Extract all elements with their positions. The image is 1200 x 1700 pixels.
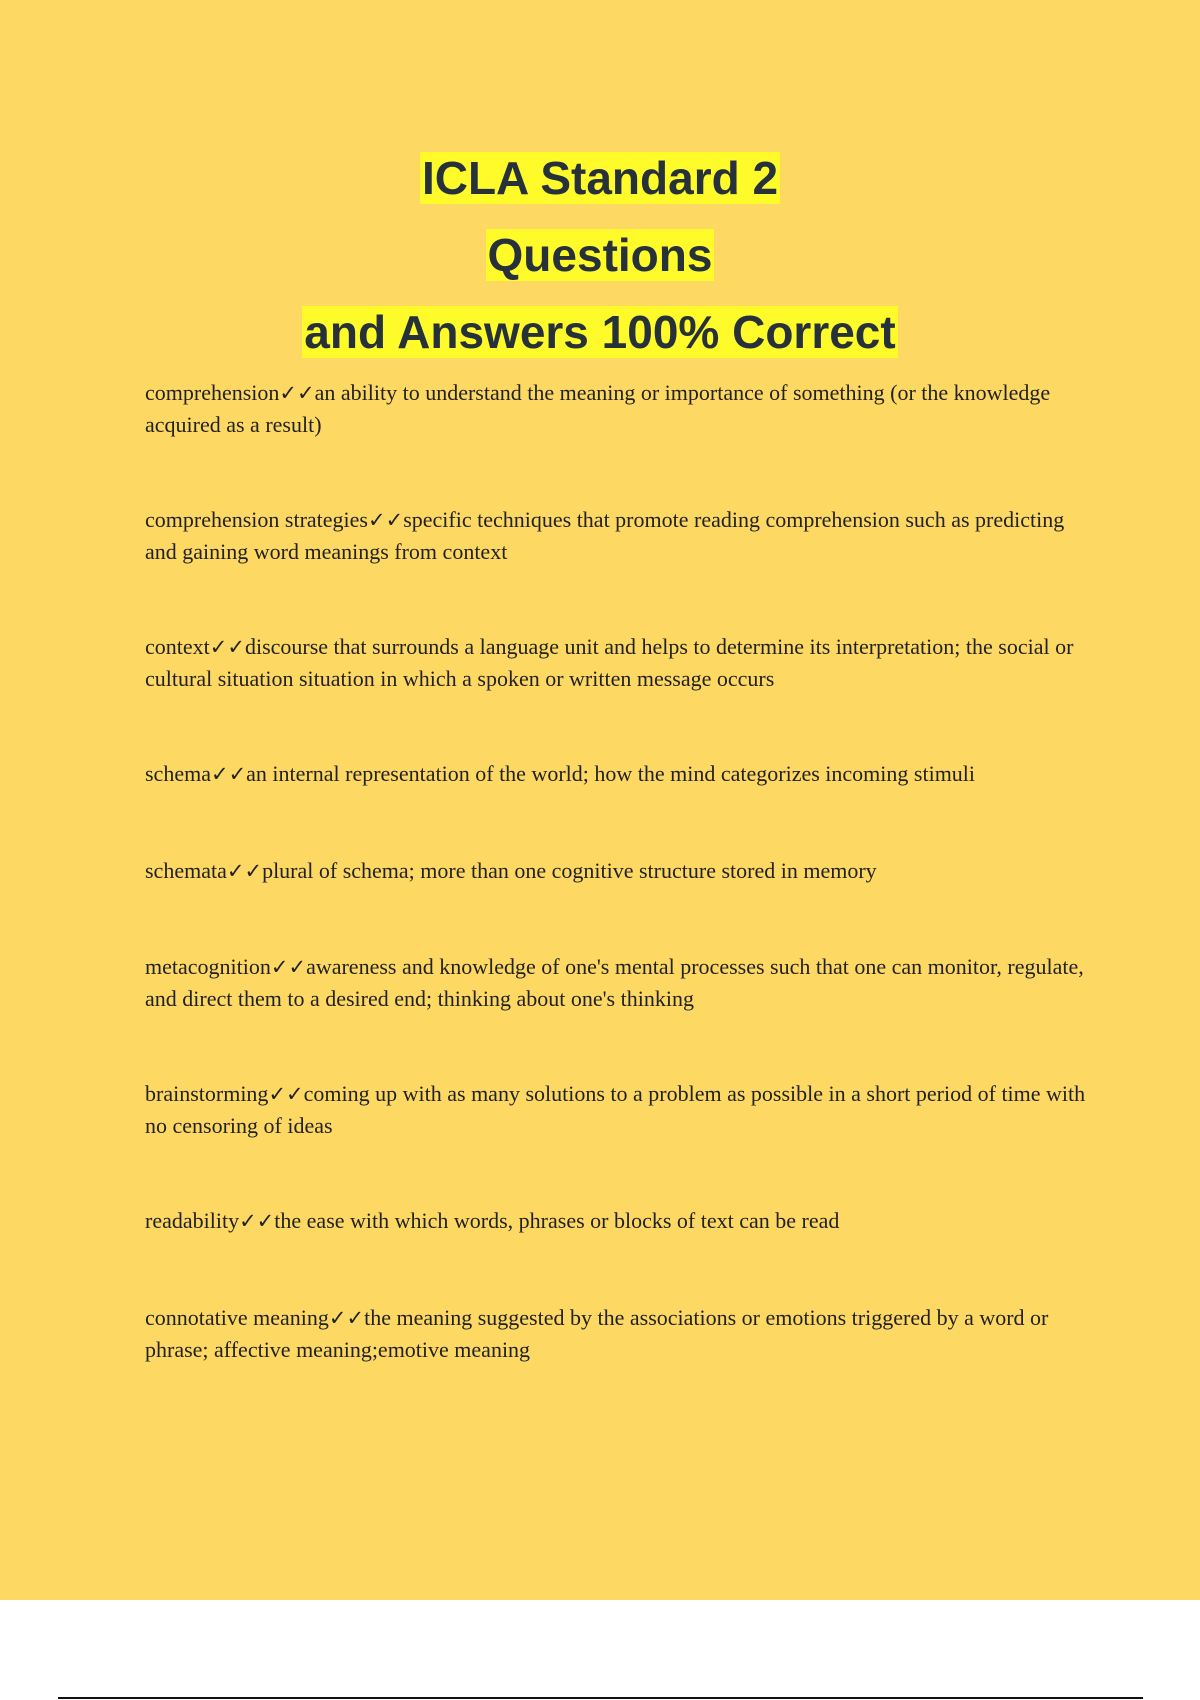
entry-term: schema xyxy=(145,761,211,786)
glossary-entry xyxy=(145,951,1095,1015)
double-check-icon: ✓✓ xyxy=(279,381,315,405)
entry-definition: an internal representation of the world; how the mind categorizes incoming stimuli xyxy=(246,761,976,786)
double-check-icon: ✓✓ xyxy=(209,635,245,659)
double-check-icon: ✓✓ xyxy=(239,1209,275,1233)
title-line-3 xyxy=(0,294,1200,371)
double-check-icon: ✓✓ xyxy=(226,859,263,883)
entry-term: comprehension strategies xyxy=(145,507,368,532)
glossary-entry xyxy=(145,1205,1095,1237)
entry-term: context xyxy=(145,634,210,659)
title-text-2: Questions xyxy=(487,229,713,281)
glossary-entry xyxy=(145,631,1095,695)
double-check-icon: ✓✓ xyxy=(268,1082,304,1106)
glossary-entry xyxy=(145,1078,1095,1142)
entry-definition: awareness and knowledge of one's mental processes such that one can monitor, regulate, and direct them to a desired end; thinking about one's thinking xyxy=(145,954,1084,1011)
entry-definition: coming up with as many solutions to a problem as possible in a short period of time with no censoring of ideas xyxy=(145,1081,1086,1138)
entry-definition: the meaning suggested by the associations or emotions triggered by a word or phrase; affective meaning;emotive meaning xyxy=(145,1305,1049,1362)
entry-term: comprehension xyxy=(145,380,280,405)
double-check-icon: ✓✓ xyxy=(270,955,307,979)
entry-term: connotative meaning xyxy=(145,1305,329,1330)
title-line-1 xyxy=(0,140,1200,217)
entry-definition: specific techniques that promote reading comprehension such as predicting and gaining word meanings from context xyxy=(145,507,1065,564)
title-text-1: ICLA Standard 2 xyxy=(421,152,779,204)
bottom-rule-divider xyxy=(58,1697,1143,1699)
double-check-icon: ✓✓ xyxy=(210,762,247,786)
glossary-entry xyxy=(145,855,1095,887)
glossary-entry xyxy=(145,377,1095,441)
glossary-entry xyxy=(145,758,1095,790)
entry-definition: plural of schema; more than one cognitive structure stored in memory xyxy=(262,858,877,883)
entry-definition: the ease with which words, phrases or blocks of text can be read xyxy=(274,1208,840,1233)
entry-term: readability xyxy=(145,1208,240,1233)
entry-term: schemata xyxy=(145,858,227,883)
entry-definition: discourse that surrounds a language unit and helps to determine its interpretation; the social or cultural situation situation in which a spoken or written message occurs xyxy=(145,634,1074,691)
entry-term: brainstorming xyxy=(145,1081,269,1106)
document-title xyxy=(0,140,1200,371)
glossary-entry xyxy=(145,504,1095,568)
title-text-3: and Answers 100% Correct xyxy=(304,306,896,358)
entry-definition: an ability to understand the meaning or importance of something (or the knowledge acquired as a result) xyxy=(145,380,1051,437)
double-check-icon: ✓✓ xyxy=(328,1306,365,1330)
entry-term: metacognition xyxy=(145,954,271,979)
title-line-2 xyxy=(0,217,1200,294)
glossary-entry xyxy=(145,1302,1095,1366)
double-check-icon: ✓✓ xyxy=(368,508,404,532)
